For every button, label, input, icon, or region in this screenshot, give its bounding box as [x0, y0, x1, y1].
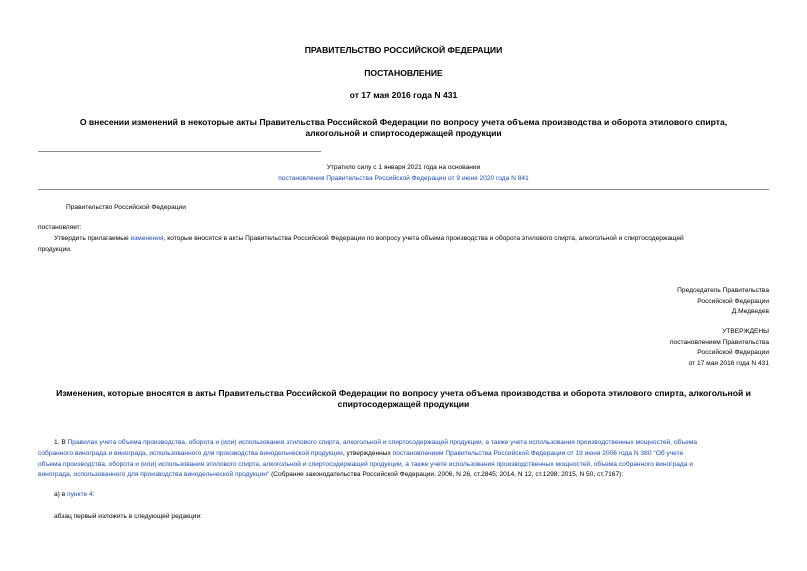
- status-note-text: Утратило силу с 1 января 2021 года на основании: [326, 164, 481, 171]
- document-date-number: от 17 мая 2016 года N 431: [349, 90, 458, 100]
- changes-link[interactable]: изменения: [130, 235, 164, 242]
- subparagraph-a: [54, 491, 94, 498]
- approved-by: постановлением Правительства: [669, 338, 769, 346]
- status-note-link-row: [0, 175, 807, 182]
- rules-link[interactable]: Правилах учета объема производства, оборота и (или) использования этилового спирта, алкогольной и спиртосодержащей продукции, а также учета использования производственных мощностей, объема: [67, 439, 698, 446]
- p1-end: (Собрание законодательства Российской Федерации, 2006, N 26, ст.2845; 2014, N 12, ст.1298; 2015, N 50, ст.7167):: [269, 471, 624, 479]
- decree-380-link-end[interactable]: винограда, использованного для производства винодельческой продукции": [38, 471, 270, 479]
- approved-heading: УТВЕРЖДЕНЫ: [722, 328, 769, 335]
- approved-country: Российской Федерации: [697, 349, 769, 357]
- government-heading: ПРАВИТЕЛЬСТВО РОССИЙСКОЙ ФЕДЕРАЦИИ: [304, 45, 503, 55]
- document-title-line-2: алкогольной и спиртосодержащей продукции: [305, 128, 502, 138]
- rules-link-continued[interactable]: собранного винограда и винограда, использованного для производства винодельческой продукции: [38, 449, 343, 457]
- approve-line-2: продукции.: [38, 245, 72, 253]
- p1-mid: , утвержденных: [342, 449, 393, 457]
- paragraph-1: [38, 438, 769, 481]
- divider-bottom: [38, 189, 769, 190]
- signature-country: Российской Федерации: [697, 297, 769, 305]
- approve-paragraph: [38, 234, 769, 256]
- decree-word: постановляет:: [38, 224, 82, 231]
- approve-prefix: Утвердить прилагаемые: [54, 235, 131, 242]
- a-prefix: а) в: [54, 491, 68, 498]
- first-paragraph-instruction: абзац первый изложить в следующей редакции:: [54, 513, 202, 520]
- document-title-line-1: О внесении изменений в некоторые акты Правительства Российской Федерации по вопросу учета объема производства и оборота этилового спирта,: [79, 117, 728, 127]
- approve-rest: , которые вносятся в акты Правительства Российской Федерации по вопросу учета объема производства и оборота этилового спирта, алкогольной и спиртосодержащей: [163, 235, 684, 242]
- approved-date: от 17 мая 2016 года N 431: [688, 359, 769, 367]
- signature-block: [677, 286, 769, 318]
- signature-position: Председатель Правительства: [677, 287, 769, 294]
- point-4-link[interactable]: пункте 4: [67, 491, 93, 498]
- a-suffix: :: [92, 491, 95, 498]
- p1-prefix: 1. В: [54, 439, 68, 446]
- document-type: ПОСТАНОВЛЕНИЕ: [364, 68, 443, 78]
- changes-title-line-2: спиртосодержащей продукции: [337, 399, 470, 409]
- decree-380-link-continued[interactable]: объема производства, оборота и (или) использования этилового спирта, алкогольной и спиртосодержащей продукции, а также учете использования производственных мощностей, объема собранного винограда и: [38, 460, 693, 468]
- changes-title-line-1: Изменения, которые вносятся в акты Правительства Российской Федерации по вопросу учета объема производства и оборота этилового спирта, алкогольной и: [56, 388, 751, 398]
- signature-name: Д.Медведев: [731, 308, 769, 316]
- decree-380-link[interactable]: постановлением Правительства Российской Федерации от 19 июня 2006 года N 380 "Об учете: [392, 449, 684, 457]
- repeal-decree-link[interactable]: постановления Правительства Российской Федерации от 9 июня 2020 года N 841: [278, 175, 529, 182]
- divider-top: [38, 151, 321, 152]
- government-subject: Правительство Российской Федерации: [66, 204, 186, 211]
- approved-block: [670, 327, 769, 369]
